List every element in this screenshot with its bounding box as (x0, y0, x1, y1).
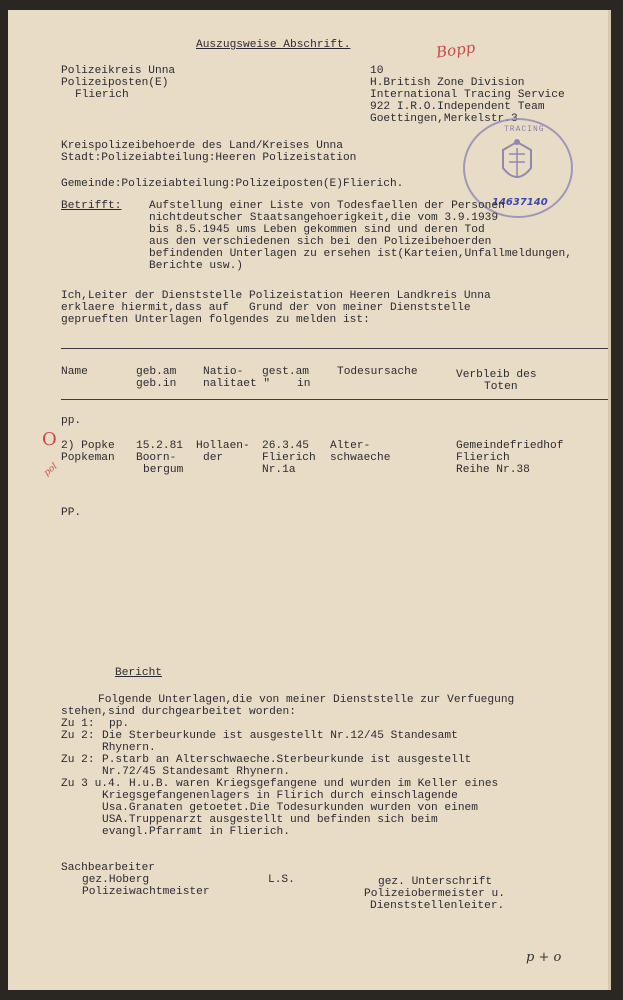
recipient-line-3: International Tracing Service (370, 89, 565, 101)
row-geb-3: bergum (143, 464, 184, 476)
authority-line-2: Stadt:Polizeiabteilung:Heeren Polizeistation (61, 152, 357, 164)
col-header-geb-am: geb.am (136, 366, 177, 378)
recipient-line-5: Goettingen,Merkelstr.3 (370, 113, 518, 125)
declaration-line-3: geprueften Unterlagen folgendes zu melden ist: (61, 314, 370, 326)
declaration-line-1: Ich,Leiter der Dienststelle Polizeistation Heeren Landkreis Unna (61, 290, 491, 302)
handwritten-stamp-number: 14637140 (492, 197, 548, 208)
row-gest-3: Nr.1a (262, 464, 296, 476)
bericht-item-4-line-5: evangl.Pfarramt in Flierich. (102, 826, 290, 838)
col-header-gest-am: gest.am (262, 366, 309, 378)
handwritten-red-note: Bopp (434, 38, 477, 62)
row-nat-1: Hollaen- (196, 440, 250, 452)
recipient-line-2: H.British Zone Division (370, 77, 525, 89)
table-header-rule (61, 399, 611, 400)
row-nat-2: der (203, 452, 224, 464)
handwritten-margin-note: pol (42, 461, 60, 479)
col-header-geb-in: geb.in (136, 378, 177, 390)
row-cause-1: Alter- (330, 440, 371, 452)
bericht-item-4-label: Zu 3 u.4. (61, 778, 122, 790)
signature-rank-left: Polizeiwachtmeister (82, 886, 210, 898)
handwritten-margin-mark: O (42, 429, 57, 450)
recipient-line-4: 922 I.R.O.Independent Team (370, 101, 545, 113)
row-verbleib-1: Gemeindefriedhof (456, 440, 564, 452)
table-pp-2: PP. (61, 507, 82, 519)
betrifft-label: Betrifft: (61, 200, 122, 212)
col-header-verbleib-1: Verbleib des (456, 369, 537, 381)
bericht-item-4-line-2: Kriegsgefangenenlagers in Flirich durch einschlagende (102, 790, 458, 802)
signature-rank-right-2: Dienststellenleiter. (370, 900, 505, 912)
bericht-item-2-label: Zu 2: (61, 730, 95, 742)
betrifft-line-4: aus den verschiedenen sich bei den Polizeibehoerden (149, 236, 492, 248)
declaration-line-2: erklaere hiermit,dass auf Grund der von meiner Dienststelle (61, 302, 471, 314)
col-header-todesursache: Todesursache (337, 366, 418, 378)
document-title: Auszugsweise Abschrift. (196, 39, 351, 51)
bericht-item-1-line-1: pp. (109, 718, 130, 730)
gemeinde-line: Gemeinde:Polizeiabteilung:Polizeiposten(E)Flierich. (61, 178, 404, 190)
sachbearbeiter-label: Sachbearbeiter (61, 862, 155, 874)
row-geb-2: Boorn- (136, 452, 177, 464)
sender-line-2: Polizeiposten(E) (61, 77, 169, 89)
signature-gez-right: gez. Unterschrift (378, 876, 493, 888)
sender-line-3: Flierich (75, 89, 129, 101)
bericht-item-3-line-1: P.starb an Alterschwaeche.Sterbeurkunde ist ausgestellt (102, 754, 472, 766)
table-top-rule (61, 348, 611, 349)
sender-line-1: Polizeikreis Unna (61, 65, 176, 77)
bericht-item-1-label: Zu 1: (61, 718, 95, 730)
signature-rank-right-1: Polizeiobermeister u. (364, 888, 505, 900)
row-name-1: 2) Popke (61, 440, 115, 452)
col-header-gest-in: in (297, 378, 311, 390)
bericht-item-4-line-3: Usa.Granaten getoetet.Die Todesurkunden wurden von einem (102, 802, 478, 814)
signature-gez-left: gez.Hoberg (82, 874, 150, 886)
betrifft-line-6: Berichte usw.) (149, 260, 243, 272)
betrifft-line-1: Aufstellung einer Liste von Todesfaellen der Personen (149, 200, 505, 212)
row-verbleib-3: Reihe Nr.38 (456, 464, 530, 476)
ls-mark: L.S. (268, 874, 295, 886)
handwritten-bottom-note: p + o (526, 950, 562, 965)
row-cause-2: schwaeche (330, 452, 391, 464)
row-gest-2: Flierich (262, 452, 316, 464)
recipient-line-1: 10 (370, 65, 384, 77)
col-header-nationalitaet-1: Natio- (203, 366, 244, 378)
col-header-nationalitaet-2: nalitaet " (203, 378, 271, 390)
bericht-intro-1: Folgende Unterlagen,die von meiner Dienststelle zur Verfuegung (98, 694, 515, 706)
col-header-name: Name (61, 366, 88, 378)
row-name-2: Popkeman (61, 452, 115, 464)
bericht-item-3-label: Zu 2: (61, 754, 95, 766)
bericht-intro-2: stehen,sind durchgearbeitet worden: (61, 706, 296, 718)
bericht-item-2-line-1: Die Sterbeurkunde ist ausgestellt Nr.12/45 Standesamt (102, 730, 458, 742)
table-pp-1: pp. (61, 415, 82, 427)
document-page (8, 10, 611, 990)
bericht-heading: Bericht (115, 667, 162, 679)
authority-line-1: Kreispolizeibehoerde des Land/Kreises Unna (61, 140, 343, 152)
stamp-text: TRACING (504, 125, 545, 134)
betrifft-line-5: befindenden Unterlagen zu ersehen ist(Karteien,Unfallmeldungen, (149, 248, 572, 260)
bericht-item-2-line-2: Rhynern. (102, 742, 156, 754)
row-gest-1: 26.3.45 (262, 440, 309, 452)
bericht-item-3-line-2: Nr.72/45 Standesamt Rhynern. (102, 766, 290, 778)
col-header-verbleib-2: Toten (484, 381, 518, 393)
betrifft-line-3: bis 8.5.1945 ums Leben gekommen sind und deren Tod (149, 224, 485, 236)
betrifft-line-2: nichtdeutscher Staatsangehoerigkeit,die vom 3.9.1939 (149, 212, 499, 224)
row-verbleib-2: Flierich (456, 452, 510, 464)
coat-of-arms-icon (495, 138, 539, 190)
bericht-item-4-line-1: H.u.B. waren Kriegsgefangene und wurden im Keller eines (129, 778, 499, 790)
row-geb-1: 15.2.81 (136, 440, 183, 452)
bericht-item-4-line-4: USA.Truppenarzt ausgestellt und befinden sich beim (102, 814, 438, 826)
